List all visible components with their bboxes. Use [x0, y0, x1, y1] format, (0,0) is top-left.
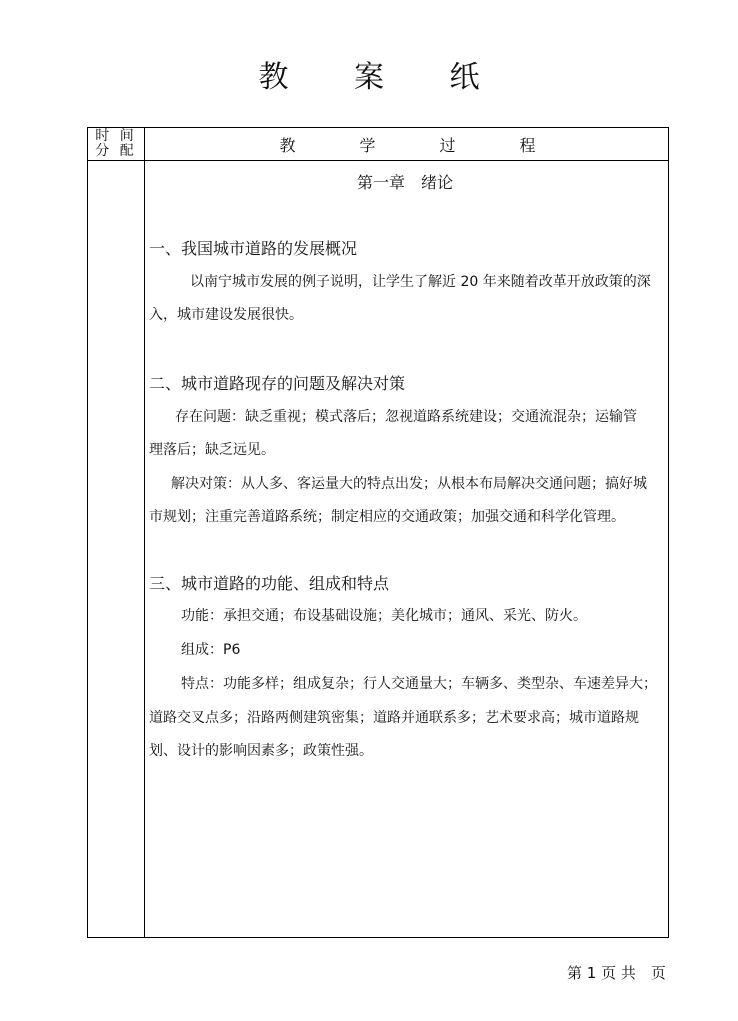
process-header-char-3: 过	[439, 135, 456, 155]
time-allocation-header	[88, 129, 144, 159]
section-2-title: 二、城市道路现存的问题及解决对策	[149, 374, 406, 393]
time-header-line-1: 时 间	[95, 128, 137, 144]
header-divider	[88, 160, 668, 161]
column-divider	[144, 128, 145, 937]
time-header-line-2: 分 配	[95, 143, 137, 159]
section-3-line-5: 划、设计的影响因素多；政策性强。	[149, 743, 373, 759]
process-header-char-4: 程	[519, 135, 536, 155]
section-3-line-1: 功能：承担交通；布设基础设施；美化城市；通风、采光、防火。	[181, 608, 587, 624]
section-3-line-3: 特点：功能多样；组成复杂；行人交通量大；车辆多、类型杂、车速差异大；	[181, 676, 657, 692]
teaching-process-header	[145, 128, 670, 160]
section-1-title: 一、我国城市道路的发展概况	[149, 239, 358, 258]
section-1-line-1: 以南宁城市发展的例子说明，让学生了解近 20 年来随着改革开放政策的深	[190, 274, 651, 290]
section-3-line-4: 道路交叉点多；沿路两侧建筑密集；道路并通联系多；艺术要求高；城市道路规	[149, 710, 639, 726]
page-footer: 第 1 页 共 页	[567, 964, 666, 982]
section-2-line-2: 理落后；缺乏远见。	[149, 442, 275, 458]
process-header-char-1: 教	[279, 135, 296, 155]
section-3-line-2: 组成：P6	[181, 642, 241, 658]
section-2-line-4: 市规划；注重完善道路系统；制定相应的交通政策；加强交通和科学化管理。	[149, 509, 625, 525]
chapter-title: 第一章 绪论	[356, 173, 453, 192]
page-title: 教 案 纸	[258, 60, 508, 95]
section-1-line-2: 入，城市建设发展很快。	[149, 307, 303, 323]
section-2-line-3: 解决对策：从人多、客运量大的特点出发；从根本布局解决交通问题；搞好城	[171, 476, 647, 492]
section-2-line-1: 存在问题：缺乏重视；模式落后；忽视道路系统建设；交通流混杂；运输管	[175, 409, 637, 425]
process-header-char-2: 学	[359, 135, 376, 155]
section-3-title: 三、城市道路的功能、组成和特点	[149, 574, 390, 593]
